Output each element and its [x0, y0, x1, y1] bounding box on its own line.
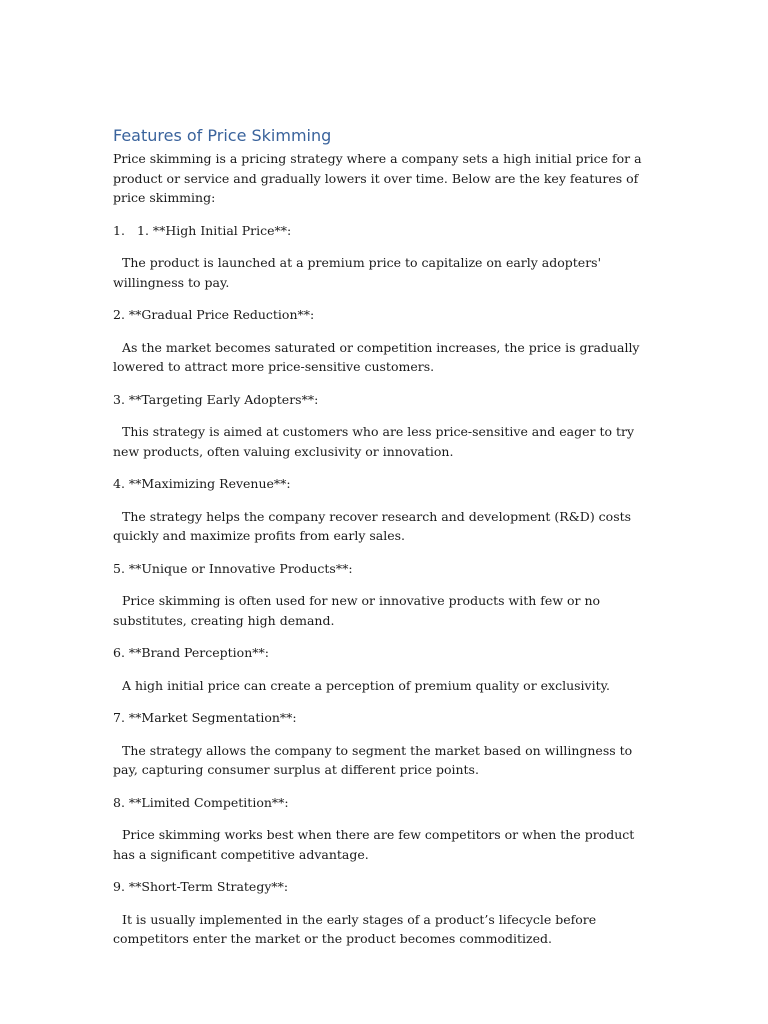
- list-item-title: 4. **Maximizing Revenue**:: [113, 476, 291, 491]
- intro-paragraph: Price skimming is a pricing strategy where a company sets a high initial price for a product or service and gradually lowers it over time. Below are the key features of price skimming:: [113, 151, 642, 205]
- list-item-title: 9. **Short-Term Strategy**:: [113, 879, 289, 894]
- list-item-title: 2. **Gradual Price Reduction**:: [113, 307, 315, 322]
- list-item-title: 6. **Brand Perception**:: [113, 645, 269, 660]
- list-item-description: The strategy helps the company recover research and development (R&D) costs quickly and maximize profits from early sales.: [113, 508, 632, 543]
- list-item-description: This strategy is aimed at customers who are less price-sensitive and eager to try new products, often valuing exclusivity or innovation.: [113, 424, 635, 459]
- document-heading: Features of Price Skimming: [113, 126, 332, 145]
- list-number: 1.: [113, 222, 125, 238]
- list-item-description: The product is launched at a premium price to capitalize on early adopters' willingness to pay.: [113, 255, 602, 290]
- list-item-description: It is usually implemented in the early stages of a product’s lifecycle before competitors enter the market or the product becomes commoditized.: [113, 911, 597, 946]
- list-item-title: 3. **Targeting Early Adopters**:: [113, 391, 319, 407]
- list-item-description: As the market becomes saturated or competition increases, the price is gradually lowered to attract more price-sensitive customers.: [113, 339, 640, 374]
- list-item-title: [113, 221, 658, 241]
- list-item-title: 8. **Limited Competition**:: [113, 794, 289, 810]
- list-item-title-text: 1. **High Initial Price**:: [137, 222, 292, 238]
- list-item-description: Price skimming works best when there are few competitors or when the product has a significant competitive advantage.: [113, 827, 635, 862]
- document-page: [113, 124, 658, 962]
- list-item-title: 7. **Market Segmentation**:: [113, 710, 297, 725]
- list-item-description: A high initial price can create a perception of premium quality or exclusivity.: [122, 677, 611, 693]
- list-item-title: 5. **Unique or Innovative Products**:: [113, 560, 353, 576]
- list-item-description: The strategy allows the company to segment the market based on willingness to pay, capturing consumer surplus at different price points.: [113, 742, 633, 777]
- list-item-description: Price skimming is often used for new or innovative products with few or no substitutes, creating high demand.: [113, 593, 601, 628]
